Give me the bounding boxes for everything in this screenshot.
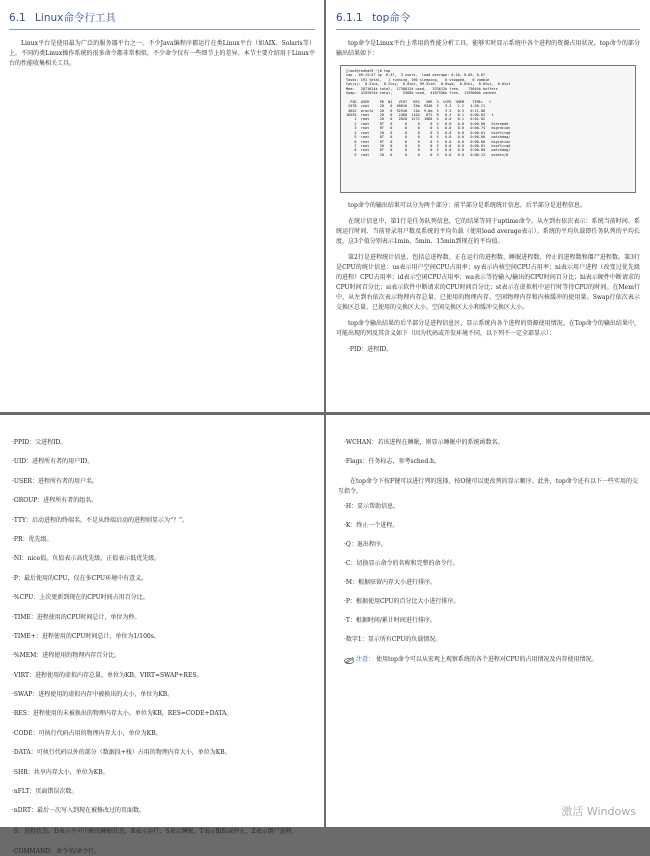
note-text: 使用top命令可以从宏观上观察系统的各个进程对CPU的占用情况及内存使用情况。 — [376, 656, 598, 663]
terminal-output — [340, 65, 636, 193]
terminal-line: [root@redhat9 ~]# top — [346, 69, 391, 73]
list-item: ·数字1：显示所有CPU的负载情况。 — [344, 636, 442, 643]
terminal-line: 2 root RT 0 0 0 0 S 0.0 0.0 0:00.00 kthreadd — [346, 121, 509, 126]
section-heading — [9, 10, 315, 25]
list-item: ·USER：进程所有者的用户名。 — [12, 477, 98, 485]
process-info-paragraph: top命令输出结果的后半部分是进程信息区，显示系统内各个进程的资源使用情况。在Top命令的输出结果中，可能出现的列及其含义如下（因为代码或开发环境不同，以下列不一定全部显示）： — [336, 320, 640, 337]
page-2 — [326, 0, 650, 412]
terminal-line: 6 root RT 0 0 0 0 S 0.0 0.0 0:00.80 migration — [346, 139, 511, 144]
terminal-line: 3 root RT 0 0 0 0 S 0.0 0.0 0:00.74 migration — [346, 126, 511, 131]
terminal-line: 1 root 20 0 2828 1272 1068 S 0.0 0.1 0:01.02 — [346, 117, 486, 122]
output-parts-paragraph: top命令的输出结果可以分为两个部分：前半部分是系统统计信息，后半部分是进程信息。 — [348, 202, 586, 209]
list-item: ·CODE：可执行代码占用的物理内存大小，单位为KB。 — [12, 729, 162, 737]
list-item: ·SHR：共享内存大小，单位为KB。 — [12, 768, 109, 776]
note-block — [338, 655, 638, 665]
list-item: ·%CPU：上次更新到现在的CPU时间占用百分比。 — [12, 594, 149, 602]
list-item: ·K：终止一个进程。 — [344, 522, 399, 529]
subsection-title: top命令 — [372, 12, 411, 24]
terminal-line: 9 root 20 0 0 0 0 S 0.0 0.0 0:00.13 events/0 — [346, 152, 509, 157]
command-item: ·COMMAND：命令名/命令行。 — [12, 848, 101, 856]
list-item: ·P：根据使用CPU的百分比大小进行排序。 — [344, 598, 460, 605]
list-item: ·GROUP：进程所有者的组名。 — [12, 497, 98, 505]
list-item: ·UID：进程所有者的用户ID。 — [12, 458, 94, 466]
windows-activation-watermark: 激活 Windows — [561, 805, 636, 818]
interactive-command-list — [338, 503, 638, 644]
column-definition-list — [12, 439, 312, 815]
note-label: 注意： — [356, 656, 375, 663]
list-item: ·nFLT：页面错误次数。 — [12, 788, 78, 796]
list-item: ·PPID：父进程ID。 — [12, 439, 67, 446]
list-item: ·VIRT：进程使用的虚拟内存总量，单位为KB，VIRT=SWAP+RES。 — [12, 671, 203, 679]
list-item: ·SWAP：进程使用的虚拟内存中被换出的大小，单位为KB。 — [12, 691, 174, 699]
pid-item: ·PID：进程ID。 — [348, 346, 393, 353]
terminal-line: 7 root 20 0 0 0 0 S 0.0 0.0 0:00.01 ksoftirqd — [346, 143, 511, 148]
terminal-line: Cpu(s): 0.2%us, 0.2%sy, 0.0%ni, 99.5%id, 0.0%wa, 0.0%hi, 0.0%si, 0.0%st — [346, 82, 511, 87]
list-item: ·H：显示帮助信息。 — [344, 503, 400, 510]
uptime-paragraph: 在统计信息中，第1行是任务队列信息，它的结果等同于uptime命令。从左到右依次表示：系统当前时间、系统运行时间、当前登录用户数及系统的平均负载（使用load average表示）。系统的平均负载即任务队列的平均长度，这3个值分别表示1min、5min、15min到现在的平均值。 — [336, 218, 640, 245]
list-item: ·TTY：启动进程的终端名。不是从终端启动的进程则显示为“？”。 — [12, 516, 189, 524]
wchan-item: ·WCHAN：若该进程在睡眠，则显示睡眠中的系统函数名。 — [344, 439, 504, 446]
cpu-stats-paragraph: 第2行是进程统计信息，包括总进程数、正在运行的进程数、睡眠进程数、停止的进程数和僵尸进程数。第3行是CPU的统计信息：us表示用户空间CPU占用率；sy表示内核空间CPU占用率；ni表示用户进程（改变过优先级的进程）CPU占用率；id表示空闲CPU占用率；wa表示等待输入/输出的CPU时间百分比；hi表示硬件中断请求的CPU时间百分比；si表示软件中断请求的CPU时间百分比；st表示在虚拟机中运行时等待CPU的时间。在Mem行中，从左到右依次表示物理内存总量、已使用的物理内存、空闲物理内存和内核缓冲的使用量。Swap行依次表示交换区总量、已使用的交换区大小、空闲交换区大小和缓冲交换区大小。 — [336, 254, 640, 311]
list-item: ·P：最后使用的CPU，仅在多CPU环境中有意义。 — [12, 574, 148, 582]
list-item: ·nDRT：最后一次写入到现在被修改过的页面数。 — [12, 807, 145, 815]
list-item: ·Q：退出程序。 — [344, 541, 387, 548]
list-item: ·C：切换显示命令的名称和完整的命令行。 — [344, 560, 459, 567]
flags-item: ·Flags：任务标志，参考sched.h。 — [344, 458, 440, 465]
heading-rule — [9, 29, 315, 30]
terminal-line: 4 root 20 0 0 0 0 S 0.0 0.0 0:00.01 ksoftirqd — [346, 130, 511, 135]
intro-paragraph: Linux平台是使用最为广泛的服务器平台之一。不少Java编程序都运行在类Linux平台（如AIX、Solaris等）上。不同的类Linux操作系统的很多命令都非常相似，不少命令仅有一些细节上的差异。本节主要介绍用于Linux平台的性能收集相关工具。 — [9, 40, 315, 67]
list-item: ·RES：进程使用的未被换出的物理内存大小，单位为KB，RES=CODE+DATA。 — [12, 710, 233, 718]
list-item: ·PR：优先级。 — [12, 535, 53, 543]
page-4 — [326, 415, 650, 827]
pencil-note-icon — [344, 656, 355, 664]
list-item: ·TIME+：进程使用的CPU时间总计，单位为1/100s。 — [12, 632, 160, 640]
list-item: ·DATA：可执行代码以外的部分（数据段+栈）占用的物理内存大小，单位为KB。 — [12, 749, 231, 757]
list-item: ·M：根据驻留内存大小进行排序。 — [344, 579, 437, 586]
interactive-commands-paragraph: 在top命令下按F键可以进行列的选择，按O键可以更改列的显示顺序。此外，top命令还有以下一些实用的交互指令。 — [338, 478, 638, 495]
terminal-line: 8 root RT 0 0 0 0 S 0.0 0.0 0:00.00 watchdog/ — [346, 148, 511, 153]
terminal-line: Swap: 4192924k total, 5368k used, 4187556k free, 1193060k cached — [346, 91, 496, 96]
terminal-line: Tasks: 191 total, 1 running, 190 sleeping, 0 stopped, 0 zombie — [346, 77, 490, 82]
subsection-number: 6.1.1 — [336, 12, 363, 24]
section-title: Linux命令行工具 — [35, 12, 116, 24]
terminal-line: 2078 root 20 0 58016 25m 9348 S 3.3 1.2 4:30.21 — [346, 104, 486, 109]
page-1 — [0, 0, 324, 412]
section-number: 6.1 — [9, 12, 26, 24]
page-3 — [0, 415, 324, 856]
list-item: ·TIME：进程使用的CPU时间总计，单位为秒。 — [12, 613, 141, 621]
terminal-line: 5 root RT 0 0 0 0 S 0.0 0.0 0:00.00 watchdog/ — [346, 135, 511, 140]
heading-rule — [336, 29, 640, 30]
terminal-line: PID USER PR NI VIRT RES SHR S %CPU %MEM TIME+ C — [346, 99, 492, 104]
list-item: ·%MEM：进程使用的物理内存百分比。 — [12, 652, 121, 660]
list-item: ·NI：nice值。负值表示高优先级，正值表示低优先级。 — [12, 555, 161, 563]
terminal-line: top - 09:13:57 up 6:37, 3 users, load average: 0.10, 0.05, 0.07 — [346, 73, 486, 78]
terminal-line: Mem: 2071624k total, 1738012k used, 333612k free, 75044k buffers — [346, 86, 498, 91]
top-intro-paragraph: top命令是Linux平台上常用的性能分析工具，能够实时显示系统中各个进程的资源占用状况。top命令的部分输出结果如下： — [336, 40, 640, 57]
s-state-item: ·S：进程状态。D表示不可中断的睡眠状态，R表示运行，S表示睡眠，T表示跟踪或停止，Z表示僵尸进程。 — [12, 827, 298, 835]
subsection-heading — [336, 10, 640, 25]
list-item: ·T：根据时间/累计时间进行排序。 — [344, 617, 436, 624]
terminal-line: 16555 root 20 0 2460 1164 872 R 0.3 0.1 0:00.03 t — [346, 113, 494, 118]
terminal-line: 4022 oracle 20 0 92540 11m 9.8m S 3.3 0.5 0:11.08 — [346, 108, 486, 113]
